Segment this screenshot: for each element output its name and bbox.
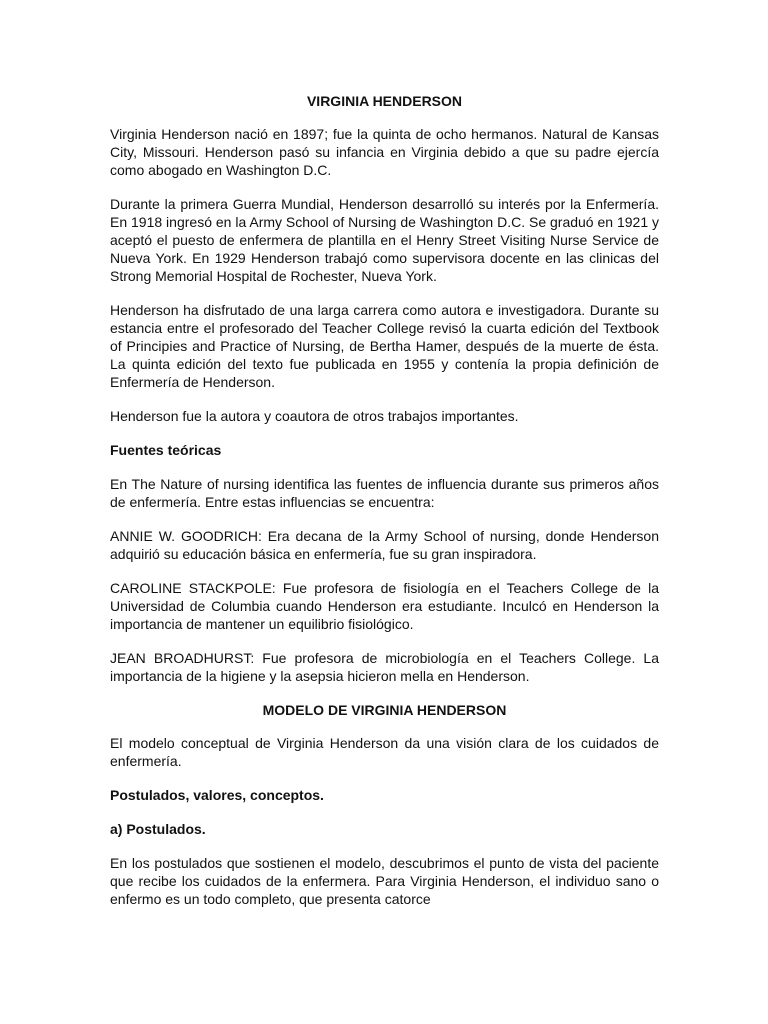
paragraph-modelo-intro: El modelo conceptual de Virginia Henderson da una visión clara de los cuidados de enfermería. [110,735,659,769]
paragraph-influences-intro: En The Nature of nursing identifica las fuentes de influencia durante sus primeros años de enfermería. Entre estas influencias se encuentra: [110,476,659,510]
paragraph-goodrich: ANNIE W. GOODRICH: Era decana de la Army School of nursing, donde Henderson adquirió su educación básica en enfermería, fue su gran inspiradora. [110,528,659,562]
paragraph-broadhurst: JEAN BROADHURST: Fue profesora de microbiología en el Teachers College. La importancia de la higiene y la asepsia hicieron mella en Henderson. [110,650,659,684]
document-title: VIRGINIA HENDERSON [306,93,463,109]
document-page [110,92,659,924]
paragraph-postulados: En los postulados que sostienen el modelo, descubrimos el punto de vista del paciente que recibe los cuidados de la enfermera. Para Virginia Henderson, el individuo sano o enfermo es un todo completo, que presenta catorce [110,855,659,907]
section-title-modelo: MODELO DE VIRGINIA HENDERSON [262,702,507,718]
paragraph-other-works: Henderson fue la autora y coautora de otros trabajos importantes. [110,408,519,424]
heading-postulados-valores: Postulados, valores, conceptos. [110,787,324,803]
paragraph-career-start: Durante la primera Guerra Mundial, Henderson desarrolló su interés por la Enfermería. En 1918 ingresó en la Army School of Nursing de Washington D.C. Se graduó en 1921 y aceptó el puesto de enfermera de plantilla en el Henry Street Visiting Nurse Service de Nueva York. En 1929 Henderson trabajó como supervisora docente en las clinicas del Strong Memorial Hospital de Rochester, Nueva York. [110,196,659,284]
paragraph-stackpole: CAROLINE STACKPOLE: Fue profesora de fisiología en el Teachers College de la Universidad de Columbia cuando Henderson era estudiante. Inculcó en Henderson la importancia de mantener un equilibrio fisiológico. [110,580,659,632]
heading-a-postulados: a) Postulados. [110,821,206,837]
paragraph-author-career: Henderson ha disfrutado de una larga carrera como autora e investigadora. Durante su estancia entre el profesorado del Teacher College revisó la cuarta edición del Textbook of Principies and Practice of Nursing, de Bertha Hamer, después de la muerte de ésta. La quinta edición del texto fue publicada en 1955 y contenía la propia definición de Enfermería de Henderson. [110,302,659,390]
paragraph-birth: Virginia Henderson nació en 1897; fue la quinta de ocho hermanos. Natural de Kansas City, Missouri. Henderson pasó su infancia en Virginia debido a que su padre ejercía como abogado en Washington D.C. [110,126,659,178]
heading-fuentes-teoricas: Fuentes teóricas [110,442,222,458]
